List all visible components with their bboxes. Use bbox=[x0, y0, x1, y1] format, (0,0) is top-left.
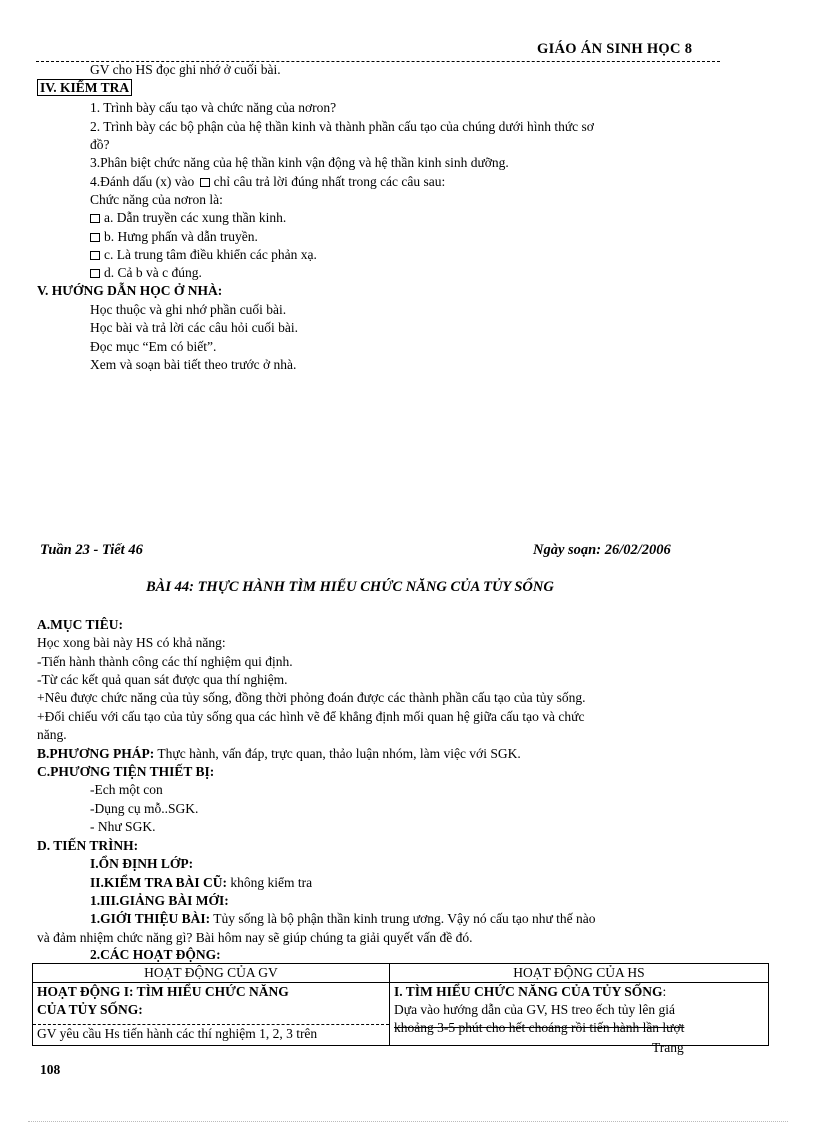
phuong-tien-heading: C.PHƯƠNG TIỆN THIẾT BỊ: bbox=[37, 764, 215, 779]
lesson-week: Tuần 23 - Tiết 46 bbox=[40, 542, 143, 558]
kiem-tra-heading bbox=[37, 80, 132, 96]
header-title: GIÁO ÁN SINH HỌC 8 bbox=[537, 41, 693, 57]
gioi-thieu-heading: 1.GIỚI THIỆU BÀI: bbox=[90, 911, 211, 926]
huong-dan-heading: V. HƯỚNG DẪN HỌC Ở NHÀ: bbox=[37, 283, 223, 298]
kiem-tra-heading-text: IV. KIỂM TRA bbox=[37, 79, 132, 96]
muc-tieu-line: -Tiến hành thành công các thí nghiệm qui định. bbox=[37, 654, 293, 669]
option-c-text: c. Là trung tâm điều khiển các phản xạ. bbox=[104, 247, 317, 262]
giang-bai-moi-heading: 1.III.GIẢNG BÀI MỚI: bbox=[90, 893, 229, 908]
huong-dan-item: Xem và soạn bài tiết theo trước ở nhà. bbox=[90, 357, 297, 372]
phuong-tien-item: -Ech một con bbox=[90, 782, 163, 797]
tien-trinh-heading: D. TIẾN TRÌNH: bbox=[37, 838, 139, 853]
option-b bbox=[90, 229, 258, 245]
question-4-stem: Chức năng của nơron là: bbox=[90, 192, 223, 207]
col-header-gv: HOẠT ĐỘNG CỦA GV bbox=[33, 964, 390, 983]
gioi-thieu-text: Tủy sống là bộ phận thần kinh trung ương. Vậy nó cấu tạo như thế nào bbox=[213, 911, 596, 926]
hs-heading-line bbox=[394, 983, 764, 1001]
page-number: 108 bbox=[40, 1062, 61, 1077]
huong-dan-item: Học bài và trả lời các câu hỏi cuối bài. bbox=[90, 320, 299, 335]
huong-dan-item: Học thuộc và ghi nhớ phần cuối bài. bbox=[90, 302, 287, 317]
phuong-phap-text: Thực hành, vấn đáp, trực quan, thảo luận nhóm, làm việc với SGK. bbox=[157, 746, 521, 761]
cac-hoat-dong-heading: 2.CÁC HOẠT ĐỘNG: bbox=[90, 947, 221, 962]
checkbox-icon bbox=[90, 233, 100, 242]
option-d bbox=[90, 265, 202, 281]
col-header-hs: HOẠT ĐỘNG CỦA HS bbox=[390, 964, 769, 983]
gv-text: GV yêu cầu Hs tiến hành các thí nghiệm 1, 2, 3 trên bbox=[37, 1026, 318, 1041]
checkbox-icon bbox=[90, 269, 100, 278]
kiem-tra-cu-heading: II.KIỂM TRA BÀI CŨ: bbox=[90, 875, 228, 890]
lesson-date: Ngày soạn: 26/02/2006 bbox=[533, 542, 671, 558]
option-b-text: b. Hưng phấn và dẫn truyền. bbox=[104, 229, 258, 244]
checkbox-icon bbox=[200, 178, 210, 187]
checkbox-icon bbox=[90, 214, 100, 223]
option-a bbox=[90, 210, 286, 226]
hs-text-line: khoảng 3-5 phút cho hết choáng rồi tiến hành lần lượt bbox=[394, 1020, 685, 1035]
hs-text-line: Dựa vào hướng dẫn của GV, HS treo ếch tủy lên giá bbox=[394, 1002, 675, 1017]
carry-line: GV cho HS đọc ghi nhớ ở cuối bài. bbox=[90, 62, 281, 77]
option-c bbox=[90, 247, 317, 263]
gioi-thieu bbox=[90, 911, 596, 927]
gioi-thieu-cont: và đảm nhiệm chức năng gì? Bài hôm nay sẽ giúp chúng ta giải quyết vấn đề đó. bbox=[37, 930, 473, 945]
question-2: 2. Trình bày các bộ phận của hệ thần kinh và thành phần cấu tạo của chúng dưới hình thức sơ bbox=[90, 119, 594, 134]
phuong-phap-heading: B.PHƯƠNG PHÁP: bbox=[37, 746, 155, 761]
muc-tieu-line: +Nêu được chức năng của tủy sống, đồng thời phỏng đoán được các thành phần cấu tạo của tủy sống. bbox=[37, 690, 586, 705]
hs-cell bbox=[390, 983, 769, 1046]
phuong-tien-item: - Như SGK. bbox=[90, 819, 156, 834]
activity-table bbox=[32, 963, 769, 1046]
gv-cell bbox=[33, 983, 390, 1046]
muc-tieu-line: +Đối chiếu với cấu tạo của tủy sống qua các hình vẽ để khẳng định mối quan hệ giữa cấu tạo và chức bbox=[37, 709, 585, 724]
table-row bbox=[33, 983, 769, 1046]
option-a-text: a. Dẫn truyền các xung thần kinh. bbox=[104, 210, 287, 225]
question-4-suffix: chỉ câu trả lời đúng nhất trong các câu sau: bbox=[213, 174, 446, 189]
footer-divider bbox=[28, 1121, 788, 1122]
question-3: 3.Phân biệt chức năng của hệ thần kinh vận động và hệ thần kinh sinh dưỡng. bbox=[90, 155, 509, 170]
checkbox-icon bbox=[90, 251, 100, 260]
hs-heading: I. TÌM HIỂU CHỨC NĂNG CỦA TỦY SỐNG bbox=[394, 984, 663, 999]
muc-tieu-line: -Từ các kết quả quan sát được qua thí nghiệm. bbox=[37, 672, 288, 687]
question-4 bbox=[90, 174, 445, 190]
hs-heading-colon: : bbox=[662, 984, 667, 999]
muc-tieu-line: Học xong bài này HS có khả năng: bbox=[37, 635, 226, 650]
gv-heading-line: CỦA TỦY SỐNG: bbox=[37, 1002, 143, 1017]
lesson-title: BÀI 44: THỰC HÀNH TÌM HIỂU CHỨC NĂNG CỦA TỦY SỐNG bbox=[146, 579, 554, 595]
muc-tieu-heading: A.MỤC TIÊU: bbox=[37, 617, 124, 632]
on-dinh-heading: I.ỔN ĐỊNH LỚP: bbox=[90, 856, 194, 871]
option-d-text: d. Cả b và c đúng. bbox=[104, 265, 202, 280]
huong-dan-item: Đọc mục “Em có biết”. bbox=[90, 339, 217, 354]
gv-heading-line: HOẠT ĐỘNG I: TÌM HIỂU CHỨC NĂNG bbox=[37, 984, 289, 999]
footer-trang-label: Trang bbox=[652, 1040, 684, 1055]
kiem-tra-cu-text: không kiểm tra bbox=[230, 875, 313, 890]
table-header-row bbox=[33, 964, 769, 983]
muc-tieu-line: năng. bbox=[37, 727, 67, 742]
phuong-tien-item: -Dụng cụ mỗ..SGK. bbox=[90, 801, 199, 816]
question-2-cont: đồ? bbox=[90, 137, 110, 152]
question-4-prefix: 4.Đánh dấu (x) vào bbox=[90, 174, 195, 189]
kiem-tra-cu bbox=[90, 875, 312, 891]
question-1: 1. Trình bày cấu tạo và chức năng của nơron? bbox=[90, 100, 337, 115]
phuong-phap bbox=[37, 746, 521, 762]
